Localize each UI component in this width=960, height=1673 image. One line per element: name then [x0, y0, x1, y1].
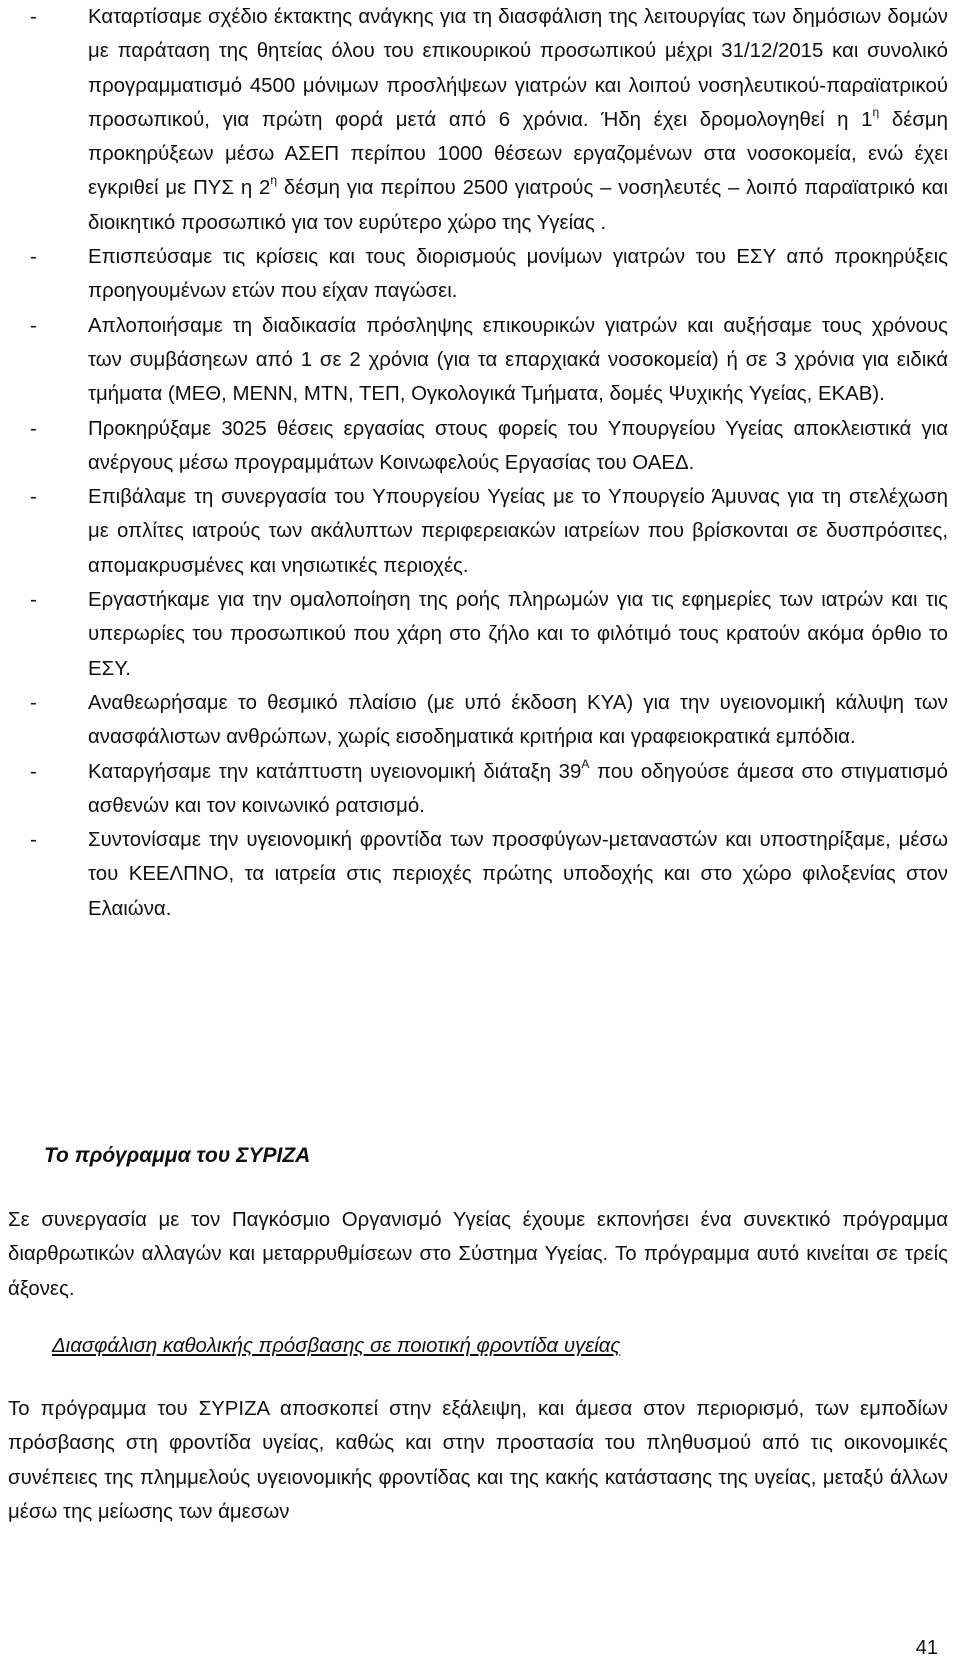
bullet-dash: -	[30, 246, 37, 269]
list-item	[0, 480, 960, 583]
list-item	[0, 583, 960, 686]
subsection-heading: Διασφάλιση καθολικής πρόσβασης σε ποιοτική φροντίδα υγείας	[52, 1335, 621, 1357]
bullet-dash: -	[30, 486, 37, 509]
bullet-text: Αναθεωρήσαμε το θεσμικό πλαίσιο (με υπό έκδοση ΚΥΑ) για την υγειονομική κάλυψη των ανασφάλιστων ανθρώπων, χωρίς εισοδηματικά κριτήρια και γραφειοκρατικά εμπόδια.	[88, 691, 948, 749]
bullet-text: Εργαστήκαμε για την ομαλοποίηση της ροής πληρωμών για τις εφημερίες των ιατρών και τις υπερωρίες του προσωπικού που χάρη στο ζήλο και το φιλότιμό τους κρατούν ακόμα όρθιο το ΕΣΥ.	[88, 589, 948, 680]
superscript: η	[872, 104, 880, 119]
bullet-text: Συντονίσαμε την υγειονομική φροντίδα των προσφύγων-μεταναστών και υποστηρίξαμε, μέσω του ΚΕΕΛΠΝΟ, τα ιατρεία στις περιοχές πρώτης υποδοχής και στο χώρο φιλοξενίας στον Ελαιώνα.	[88, 829, 948, 920]
bullet-dash: -	[30, 691, 37, 714]
superscript: Α	[581, 756, 590, 771]
body-paragraph: Το πρόγραμμα του ΣΥΡΙΖΑ αποσκοπεί στην εξάλειψη, και άμεσα στον περιορισμό, των εμποδίων πρόσβασης στη φροντίδα υγείας, καθώς και στην προστασία του πληθυσμού από τις οικονομικές συνέπειες της πλημμελούς υγειονομικής φροντίδας και της κακής κατάστασης της υγείας, μεταξύ άλλων μέσω της μείωσης των άμεσων	[8, 1398, 948, 1523]
bullet-text: δέσμη προκηρύξεων μέσω ΑΣΕΠ περίπου 1000 θέσεων εργαζομένων στα νοσοκομεία, ενώ έχει εγκριθεί με ΠΥΣ η 2	[88, 108, 948, 200]
list-item	[0, 412, 960, 481]
page-number: 41	[915, 1637, 938, 1659]
list-item	[0, 0, 960, 240]
bullet-text: Προκηρύξαμε 3025 θέσεις εργασίας στους φορείς του Υπουργείου Υγείας αποκλειστικά για ανέργους μέσω προγραμμάτων Κοινωφελούς Εργασίας του ΟΑΕΔ.	[88, 417, 948, 474]
list-item	[0, 309, 960, 412]
bullet-text: Καταργήσαμε την κατάπτυστη υγειονομική διάταξη 39	[88, 760, 582, 783]
list-item	[0, 823, 960, 926]
bullet-text: που οδηγούσε άμεσα στο στιγματισμό ασθενών και τον κοινωνικό ρατσισμό.	[88, 760, 949, 817]
list-item	[0, 686, 960, 755]
superscript: η	[270, 173, 278, 188]
list-item	[0, 755, 960, 824]
bullet-dash: -	[30, 417, 37, 440]
bullet-dash: -	[30, 589, 37, 612]
bullet-text: Απλοποιήσαμε τη διαδικασία πρόσληψης επικουρικών γιατρών και αυξήσαμε τους χρόνους των συμβάσηεων από 1 σε 2 χρόνια (για τα επαρχιακά νοσοκομεία) ή σε 3 χρόνια για ειδικά τμήματα (ΜΕΘ, ΜΕΝΝ, ΜΤΝ, ΤΕΠ, Ογκολογικά Τμήματα, δομές Ψυχικής Υγείας, ΕΚΑΒ).	[88, 314, 948, 406]
bullet-dash: -	[30, 760, 37, 783]
section-heading: Το πρόγραμμα του ΣΥΡΙΖΑ	[44, 1144, 311, 1167]
bullet-text: δέσμη για περίπου 2500 γιατρούς – νοσηλευτές – λοιπό παραϊατρικό και διοικητικό προσωπικό για τον ευρύτερο χώρο της Υγείας .	[88, 177, 949, 234]
body-paragraph: Σε συνεργασία με τον Παγκόσμιο Οργανισμό Υγείας έχουμε εκπονήσει ένα συνεκτικό πρόγραμμα διαρθρωτικών αλλαγών και μεταρρυθμίσεων στο Σύστημα Υγείας. Το πρόγραμμα αυτό κινείται σε τρείς άξονες.	[8, 1209, 948, 1300]
bullet-text: Καταρτίσαμε σχέδιο έκτακτης ανάγκης για τη διασφάλιση της λειτουργίας των δημόσιων δομών με παράταση της θητείας όλου του επικουρικού προσωπικού μέχρι 31/12/2015 και συνολικό προγραμματισμό 4500 μόνιμων προσλήψεων γιατρών και λοιπού νοσηλευτικού-παραϊατρικού προσωπικού, για πρώτη φορά μετά από 6 χρόνια. Ήδη έχει δρομολογηθεί η 1	[88, 6, 948, 131]
bullet-dash: -	[30, 829, 37, 852]
list-item	[0, 240, 960, 309]
bullet-dash: -	[30, 6, 37, 28]
bullet-dash: -	[30, 314, 37, 337]
bullet-text: Επισπεύσαμε τις κρίσεις και τους διορισμούς μονίμων γιατρών του ΕΣΥ από προκηρύξεις προηγουμένων ετών που είχαν παγώσει.	[88, 246, 948, 303]
bullet-text: Επιβάλαμε τη συνεργασία του Υπουργείου Υγείας με το Υπουργείο Άμυνας για τη στελέχωση με οπλίτες ιατρούς των ακάλυπτων περιφερειακών ιατρείων που βρίσκονται σε δυσπρόσιτες, απομακρυσμένες και νησιωτικές περιοχές.	[88, 486, 948, 577]
